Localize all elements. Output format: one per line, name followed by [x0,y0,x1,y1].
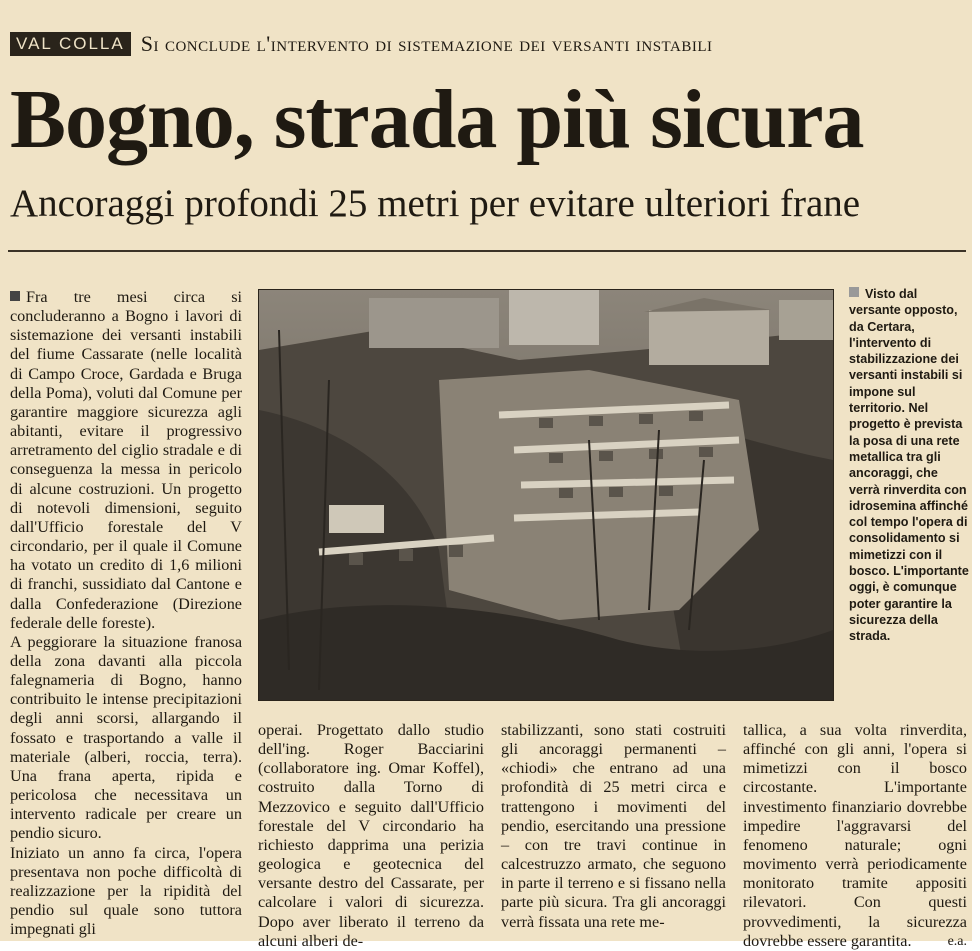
hillside-photo-illustration [259,290,833,700]
photo-caption: Visto dal versante opposto, da Certara, l'intervento di stabilizzazione dei versanti instabili si impone sul territorio. Nel progetto è prevista la posa di una rete metallica tra gli ancoraggi, che verrà rinverdita con idrosemina affinché col tempo l'opera di consolidamento si mimetizzi con il bosco. L'importante oggi, è comunque poter garantire la sicurezza della strada. [849,287,969,644]
article-column-4 [743,721,967,951]
section-tag: VAL COLLA [10,32,131,56]
paragraph-bullet-icon [10,291,20,301]
article-column-3 [501,721,726,932]
article-paragraph: Iniziato un anno fa circa, l'opera presentava non poche difficoltà di realizzazione per la ripidità del pendio sul quale sono tuttora impegnati gli [10,843,242,939]
article-column-1 [10,288,242,939]
article-column-2 [258,721,484,951]
article-paragraph: tallica, a sua volta rinverdita, affinché con gli anni, l'opera si mimetizzi con il bosco circostante. L'importante investimento finanziario dovrebbe impedire l'aggravarsi del fenomeno naturale; ogni movimento verrà periodicamente monitorato tramite appositi rilevatori. Con questi provvedimenti, la sicurezza dovrebbe essere garantita. e.a. [743,721,967,950]
caption-bullet-icon [849,287,859,297]
article-paragraph: operai. Progettato dallo studio dell'ing. Roger Bacciarini (collaboratore ing. Omar Koffel), costruito dalla Torno di Mezzovico e seguito dall'Ufficio forestale del V circondario ha richiesto dapprima una perizia geologica e geotecnica del versante destro del Cassarate, per calcolare i valori di sicurezza. Dopo aver liberato il terreno da alcuni alberi de- [258,721,484,950]
article-paragraph: stabilizzanti, sono stati costruiti gli ancoraggi permanenti – «chiodi» che entrano ad una profondità di 25 metri circa e trattengono i movimenti del pendio, esercitando una pressione – con tre travi continue in calcestruzzo armato, che seguono in parte il terreno e si fissano nella parte più sicura. Tra gli ancoraggi verrà fissata una rete me- [501,721,726,931]
article-paragraph: Fra tre mesi circa si concluderanno a Bogno i lavori di sistemazione dei versanti instabili del fiume Cassarate (nelle località di Campo Croce, Gardada e Bruga della Poma), voluti dal Comune per garantire maggiore sicurezza agli abitanti, evitare il progressivo arretramento del ciglio stradale e di conseguenza la messa in pericolo di alcune costruzioni. Un progetto di notevoli dimensioni, seguito dall'Ufficio forestale del V circondario, per il quale il Comune ha votato un credito di 1,6 milioni di franchi, sussidiato dal Cantone e dalla Confederazione (Direzione federale delle foreste). [10,288,242,632]
headline: Bogno, strada più sicura [10,73,864,166]
page-margin [972,0,980,941]
author-signature: e.a. [947,933,967,949]
subheadline: Ancoraggi profondi 25 metri per evitare ulteriori frane [10,182,861,225]
hillside-photo [258,289,834,701]
divider-rule [8,250,966,252]
kicker-text: Si conclude l'intervento di sistemazione dei versanti instabili [140,31,713,56]
article-paragraph: A peggiorare la situazione franosa della zona davanti alla piccola falegnameria di Bogno, hanno contribuito le intense precipitazioni degli anni scorsi, allargando il fossato e trasportando a valle il materiale (alberi, roccia, terra). Una frana aperta, ripida e pericolosa che necessitava un intervento radicale per creare un pendio sicuro. [10,632,242,843]
kicker [10,31,713,57]
